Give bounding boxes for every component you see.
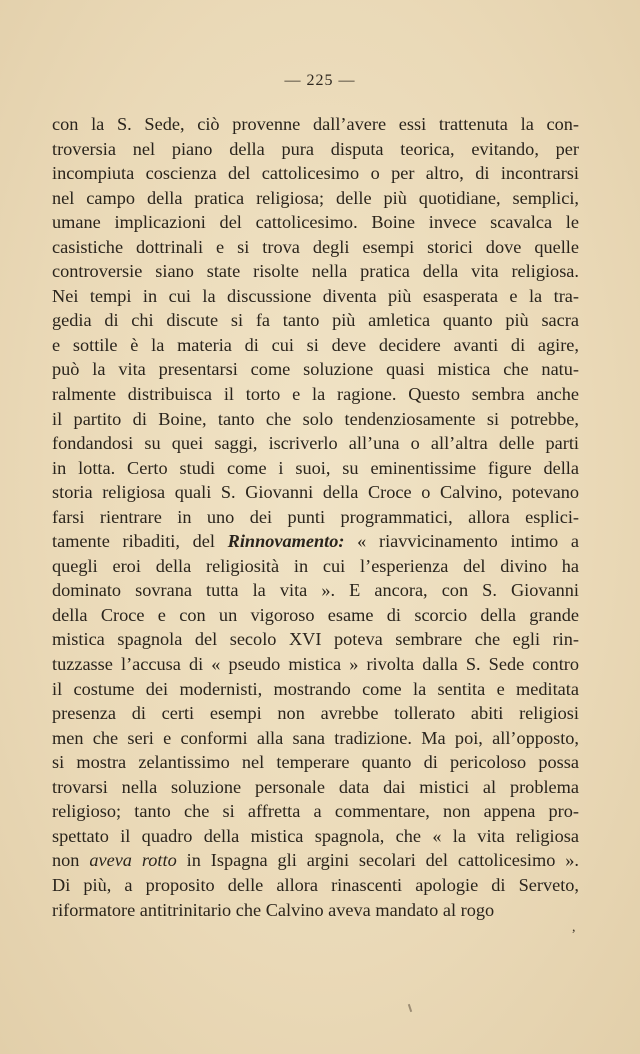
text-line: incompiuta coscienza del cattolicesimo o per altro, di incontrarsi <box>52 163 579 184</box>
text-line: si mostra zelantissimo nel temperare quanto di pericoloso possa <box>52 752 579 773</box>
text-line: controversie siano state risolte nella pratica della vita religiosa. <box>52 261 579 282</box>
text-line: in lotta. Certo studi come i suoi, su eminentissime figure della <box>52 457 579 478</box>
text-line: spettato il quadro della mistica spagnola, che « la vita religiosa <box>52 825 579 846</box>
text-fragment: in Ispagna gli argini secolari del cattolicesimo ». <box>176 850 579 871</box>
text-line: presenza di certi esempi non avrebbe tollerato abiti religiosi <box>52 703 579 724</box>
text-line: con la S. Sede, ciò provenne dall’avere essi trattenuta la con- <box>52 114 579 134</box>
text-line: ralmente distribuisca il torto e la ragione. Questo sembra anche <box>52 384 579 405</box>
text-line: il costume dei modernisti, mostrando come la sentita e meditata <box>52 678 579 699</box>
text-line: fondandosi su quei saggi, iscriverlo all’una o all’altra delle parti <box>52 433 579 454</box>
text-line: religioso; tanto che si affretta a commentare, non appena pro- <box>52 801 579 822</box>
page-number: — 225 — <box>284 72 356 89</box>
text-fragment: non <box>52 850 90 871</box>
text-line: quegli eroi della religiosità in cui l’esperienza del divino ha <box>52 555 579 576</box>
text-line: tuzzasse l’accusa di « pseudo mistica » rivolta dalla S. Sede contro <box>52 654 579 675</box>
text-line: e sottile è la materia di cui si deve decidere avanti di agire, <box>52 334 579 355</box>
text-line: il partito di Boine, tanto che solo tendenziosamente si potrebbe, <box>52 408 579 429</box>
text-line-with-title <box>52 529 579 554</box>
text-line-with-emphasis <box>52 848 579 873</box>
text-line: dominato sovrana tutta la vita ». E ancora, con S. Giovanni <box>52 580 579 601</box>
text-line: men che seri e conformi alla sana tradizione. Ma poi, all’opposto, <box>52 727 579 748</box>
text-line: Nei tempi in cui la discussione diventa più esasperata e la tra- <box>52 285 579 306</box>
text-fragment: « riavvicinamento intimo a <box>344 531 579 552</box>
text-line: nel campo della pratica religiosa; delle più quotidiane, semplici, <box>52 187 579 208</box>
text-line: trovarsi nella soluzione personale data dai mistici al problema <box>52 776 579 797</box>
paper-speck <box>408 1004 412 1012</box>
text-line: troversia nel piano della pura disputa teorica, evitando, per <box>52 138 579 159</box>
journal-title: Rinnovamento: <box>227 531 345 552</box>
text-line: Di più, a proposito delle allora rinascenti apologie di Serveto, <box>52 874 579 895</box>
text-line: della Croce e con un vigoroso esame di scorcio della grande <box>52 604 579 625</box>
emphasized-phrase: aveva rotto <box>89 850 177 871</box>
text-line: umane implicazioni del cattolicesimo. Boine invece scavalca le <box>52 212 579 233</box>
text-line: casistiche dottrinali e si trova degli esempi storici dove quelle <box>52 236 579 257</box>
text-line: farsi rientrare in uno dei punti programmatici, allora esplici- <box>52 506 579 527</box>
text-line: può la vita presentarsi come soluzione quasi mistica che natu- <box>52 359 579 380</box>
text-line: riformatore antitrinitario che Calvino aveva mandato al rogo <box>52 899 495 920</box>
margin-mark: , <box>572 920 576 935</box>
body-text <box>52 112 579 922</box>
text-line: mistica spagnola del secolo XVI poteva sembrare che egli rin- <box>52 629 579 650</box>
text-line: gedia di chi discute si fa tanto più amletica quanto più sacra <box>52 310 579 331</box>
text-line: storia religiosa quali S. Giovanni della Croce o Calvino, potevano <box>52 482 579 503</box>
text-fragment: tamente ribaditi, del <box>52 531 228 552</box>
